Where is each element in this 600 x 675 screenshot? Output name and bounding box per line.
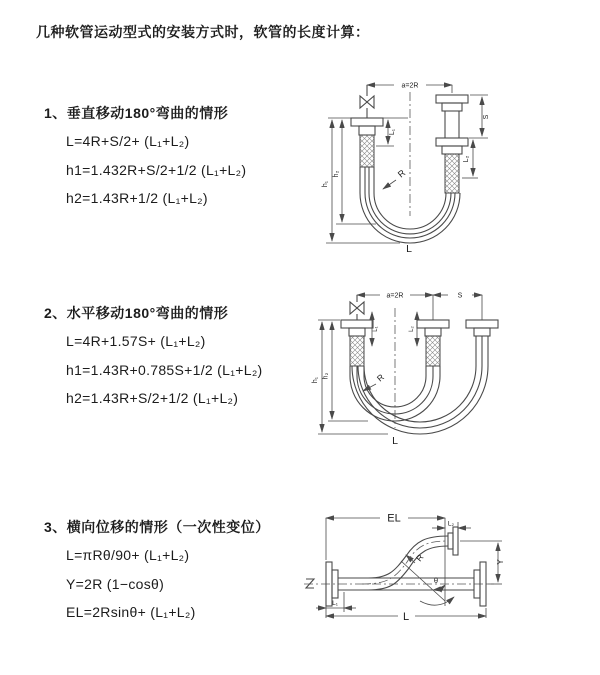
fig1-dimension-lines: [326, 82, 488, 243]
fig2-middle-pipe-assembly: [417, 320, 449, 366]
dim-label-h1: h₁: [322, 180, 329, 188]
dim-label-l2: L₂: [463, 155, 470, 163]
dim-label-a2r: a=2R: [386, 292, 404, 300]
dim-label-y: Y: [496, 559, 505, 565]
figure-horizontal-180-bend: [310, 280, 600, 462]
radius-label: R: [413, 552, 426, 564]
formula-h1: h1=1.43R+0.785S+1/2 (L₁+L₂): [66, 361, 263, 378]
angle-label: θ: [433, 576, 439, 585]
dim-label-h2: h₂: [322, 372, 330, 380]
section-2: [44, 303, 263, 419]
fig3-labels: [332, 513, 505, 624]
length-label: L: [406, 243, 412, 255]
formula-length: L=4R+S/2+ (L₁+L₂): [66, 133, 190, 149]
dim-label-s: S: [457, 292, 463, 300]
valve-symbol: [360, 85, 374, 118]
radius-label: R: [395, 167, 408, 180]
dim-label-l2: L₂: [447, 520, 455, 528]
section-2-heading: 2、水平移动180°弯曲的情形: [44, 305, 229, 321]
section-3: [44, 517, 270, 633]
fig1-left-pipe-assembly: [351, 118, 383, 167]
fig3-upper-flange: [448, 527, 458, 555]
formula-y: Y=2R (1−cosθ): [66, 575, 165, 592]
figure-lateral-displacement: [298, 500, 598, 652]
dim-label-a2r: a=2R: [401, 82, 419, 90]
length-label: L: [402, 611, 410, 623]
formula-h1: h1=1.432R+S/2+1/2 (L₁+L₂): [66, 161, 247, 178]
formula-h2: h2=1.43R+1/2 (L₁+L₂): [66, 190, 208, 206]
fig2-hose-wide-u: [352, 336, 488, 434]
dim-label-l1: L₁: [389, 128, 396, 136]
fig2-dimension-lines: [318, 292, 482, 434]
section-3-heading: 3、横向位移的情形（一次性变位）: [44, 519, 270, 535]
figure-vertical-180-bend: [312, 66, 594, 262]
formula-h2: h2=1.43R+S/2+1/2 (L₁+L₂): [66, 390, 239, 406]
formula-length: L=πRθ/90+ (L₁+L₂): [66, 547, 190, 563]
dim-label-l1: L₁: [332, 600, 338, 607]
length-label: L: [392, 435, 398, 447]
dim-label-l2: L₂: [409, 326, 415, 332]
fig2-left-pipe-assembly: [341, 320, 373, 366]
centerline-symbol: [306, 579, 314, 588]
valve-symbol: [350, 295, 364, 320]
dim-label-h2: h₂: [333, 170, 340, 178]
radius-label: R: [374, 371, 386, 384]
dim-label-l1: L₁: [373, 326, 379, 332]
dim-label-el: EL: [387, 512, 401, 525]
rotation-arc: [420, 597, 454, 605]
page-title: 几种软管运动型式的安装方式时，软管的长度计算：: [36, 24, 370, 40]
formula-length: L=4R+1.57S+ (L₁+L₂): [66, 333, 206, 349]
dim-label-s: S: [483, 114, 490, 120]
section-1-heading: 1、垂直移动180°弯曲的情形: [44, 105, 229, 121]
fig2-right-pipe-assembly: [466, 320, 498, 336]
formula-el: EL=2Rsinθ+ (L₁+L₂): [66, 604, 196, 620]
section-1: [44, 103, 246, 219]
dim-label-h1: h₁: [312, 376, 319, 384]
